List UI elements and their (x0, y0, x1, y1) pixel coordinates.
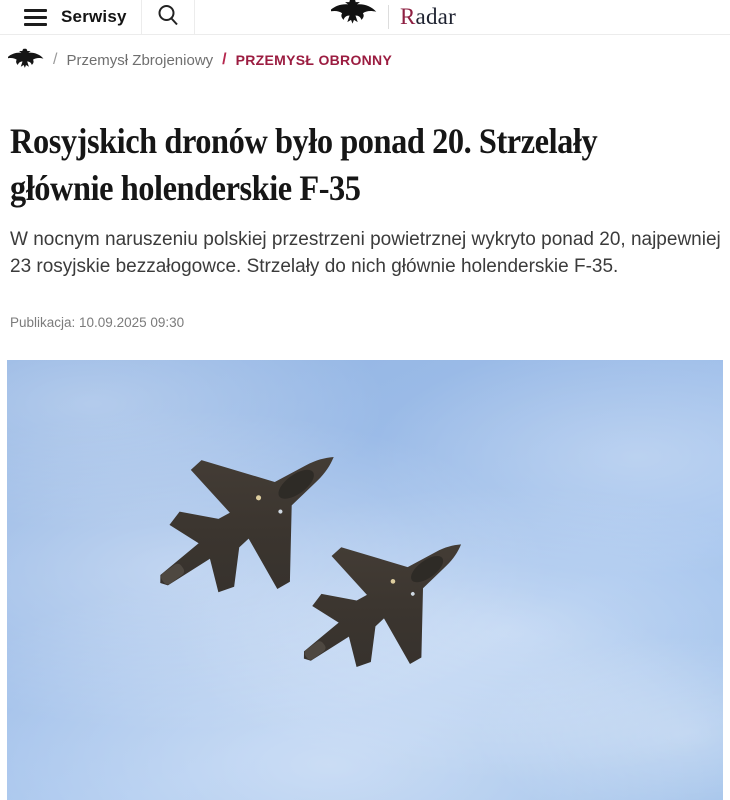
breadcrumb-section-link[interactable]: Przemysł Zbrojeniowy (66, 51, 214, 69)
brand-name[interactable]: Radar (400, 4, 456, 29)
search-button[interactable] (142, 0, 195, 34)
article-title-line-1: Rosyjskich dronów było ponad 20. Strzelały (10, 121, 598, 162)
article-title-line-2: głównie holenderskie F-35 (10, 167, 361, 208)
article-title (10, 118, 721, 212)
menu-label[interactable]: Serwisy (61, 7, 127, 26)
eagle-logo-icon (331, 0, 377, 33)
breadcrumb-category-link[interactable]: PRZEMYSŁ OBRONNY (235, 52, 393, 68)
hero-image (7, 360, 723, 800)
top-bar (0, 0, 730, 35)
breadcrumb-home-eagle-icon[interactable] (8, 45, 44, 76)
publication-date: Publikacja: 10.09.2025 09:30 (10, 315, 185, 330)
article-lede: W nocnym naruszeniu polskiej przestrzeni powietrznej wykryto ponad 20, najpewniej 23 rosyjskie bezzałogowce. Strzelały do nich głównie holenderskie F-35. (10, 229, 721, 277)
hamburger-menu-icon[interactable] (24, 9, 47, 26)
breadcrumb-separator-accent: / (222, 51, 227, 68)
menu-button[interactable] (0, 0, 142, 34)
search-icon (156, 3, 180, 32)
breadcrumb-separator: / (53, 51, 58, 68)
brand-logo[interactable] (331, 0, 456, 34)
breadcrumb (8, 46, 392, 74)
logo-divider (388, 5, 389, 29)
